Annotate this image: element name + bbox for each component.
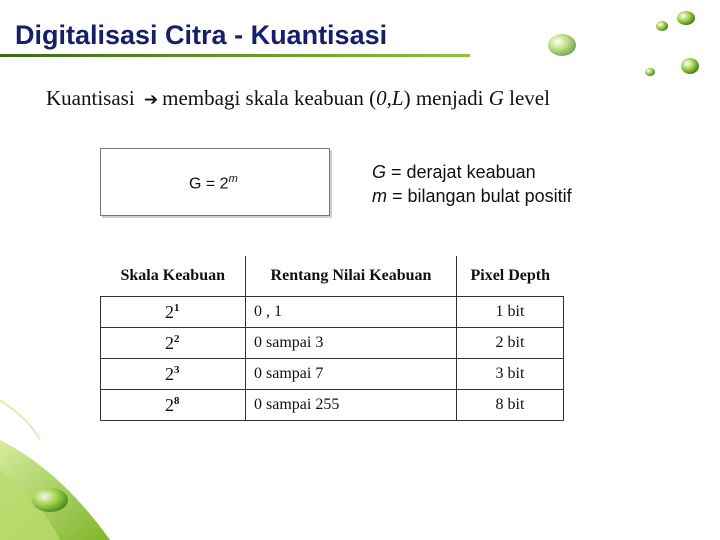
- cell-range: 0 sampai 7: [246, 359, 457, 390]
- cell-depth: 8 bit: [457, 390, 564, 421]
- table-header-row: [101, 256, 564, 297]
- page-title: Digitalisasi Citra - Kuantisasi: [15, 20, 388, 50]
- formula-base: G = 2: [189, 175, 229, 193]
- definition-m: [372, 184, 572, 208]
- table-row: [101, 297, 564, 328]
- header-skala: Skala Keabuan: [120, 267, 225, 284]
- definition-symbol: G: [372, 162, 387, 182]
- cell-skala: $2^8$: [101, 390, 246, 421]
- title-underline: [0, 54, 470, 57]
- cell-depth: 1 bit: [457, 297, 564, 328]
- cell-skala: $2^2$: [101, 328, 246, 359]
- quantization-table: [100, 256, 564, 421]
- cell-range: 0 sampai 3: [246, 328, 457, 359]
- header-depth: Pixel Depth: [470, 267, 551, 284]
- cell-skala: $2^3$: [101, 359, 246, 390]
- cell-depth: 2 bit: [457, 328, 564, 359]
- cell-range: 0 , 1: [246, 297, 457, 328]
- cell-range: 0 sampai 255: [246, 390, 457, 421]
- formula-box: [100, 148, 330, 216]
- formula: [189, 173, 238, 193]
- subtitle-range: 0,L: [376, 86, 404, 110]
- table-row: [101, 390, 564, 421]
- table-row: [101, 328, 564, 359]
- definition-text: = derajat keabuan: [386, 162, 536, 182]
- definition-text: = bilangan bulat positif: [387, 186, 572, 206]
- subtitle-text-c: level: [503, 86, 550, 110]
- subtitle-text-a: membagi skala keabuan (: [162, 86, 377, 110]
- title-bar: [0, 0, 720, 60]
- right-arrow-icon: ➔: [143, 90, 159, 110]
- subtitle-lead: Kuantisasi: [46, 86, 135, 110]
- subtitle-var: G: [488, 86, 504, 110]
- subtitle: [46, 86, 550, 111]
- table-row: [101, 359, 564, 390]
- definition-symbol: m: [372, 186, 387, 206]
- header-rentang: Rentang Nilai Keabuan: [246, 256, 457, 297]
- definitions: [372, 160, 572, 208]
- cell-skala: $2^1$: [101, 297, 246, 328]
- subtitle-text-b: ) menjadi: [403, 86, 489, 110]
- cell-depth: 3 bit: [457, 359, 564, 390]
- definition-g: [372, 160, 572, 184]
- formula-exp: m: [228, 173, 238, 185]
